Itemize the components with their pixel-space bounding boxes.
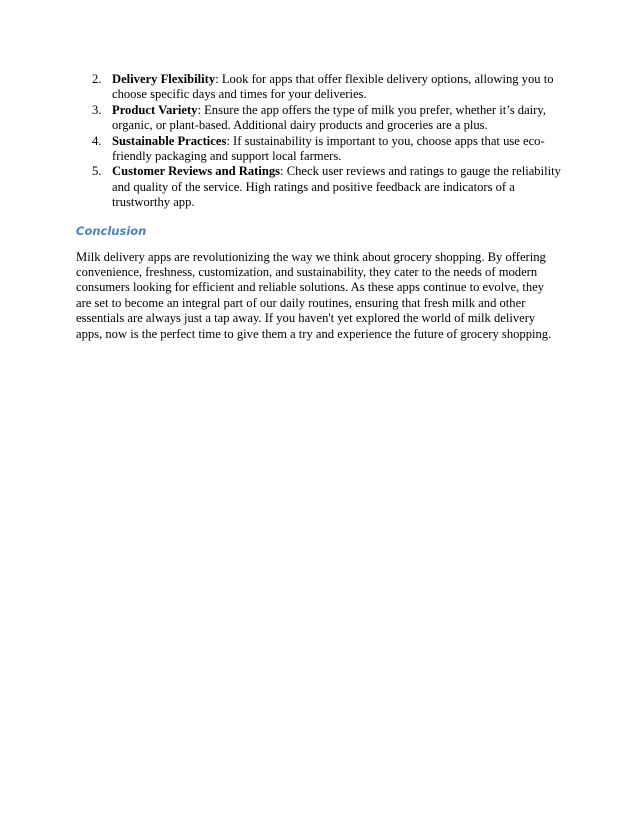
- list-item-customer-reviews: [76, 164, 562, 210]
- criteria-list: [76, 72, 562, 211]
- list-item-number: 4.: [92, 133, 102, 148]
- list-item-term: Sustainable Practices: [112, 133, 227, 148]
- list-item-text: : Check user reviews and ratings to gauge the reliability and quality of the service. High ratings and positive feedback are indicators of a trustworthy app.: [112, 164, 561, 210]
- list-item-text: : Ensure the app offers the type of milk you prefer, whether it’s dairy, organic, or plant-based. Additional dairy products and groceries are a plus.: [112, 102, 546, 133]
- list-item-term: Delivery Flexibility: [112, 72, 216, 86]
- list-item-term: Product Variety: [112, 102, 198, 117]
- list-item-product-variety: [76, 103, 562, 134]
- list-item-term: Customer Reviews and Ratings: [112, 164, 281, 179]
- list-item-text: : Look for apps that offer flexible delivery options, allowing you to choose specific days and times for your deliveries.: [112, 72, 554, 102]
- document-content: [76, 72, 562, 342]
- conclusion-paragraph: Milk delivery apps are revolutionizing the way we think about grocery shopping. By offering convenience, freshness, customization, and sustainability, they cater to the needs of modern consumers looking for efficient and reliable solutions. As these apps continue to evolve, they are set to become an integral part of our daily routines, ensuring that fresh milk and other essentials are always just a tap away. If you haven't yet explored the world of milk delivery apps, now is the perfect time to give them a try and experience the future of grocery shopping.: [76, 249, 552, 341]
- conclusion-heading: Conclusion: [76, 223, 147, 238]
- list-item-text: : If sustainability is important to you, choose apps that use eco-friendly packaging and support local farmers.: [112, 133, 545, 164]
- list-item-number: 5.: [92, 164, 102, 179]
- list-item-number: 3.: [92, 102, 102, 117]
- list-item-number: 2.: [92, 72, 102, 86]
- list-item-sustainable-practices: [76, 134, 562, 165]
- list-item-delivery-flexibility: [76, 72, 562, 103]
